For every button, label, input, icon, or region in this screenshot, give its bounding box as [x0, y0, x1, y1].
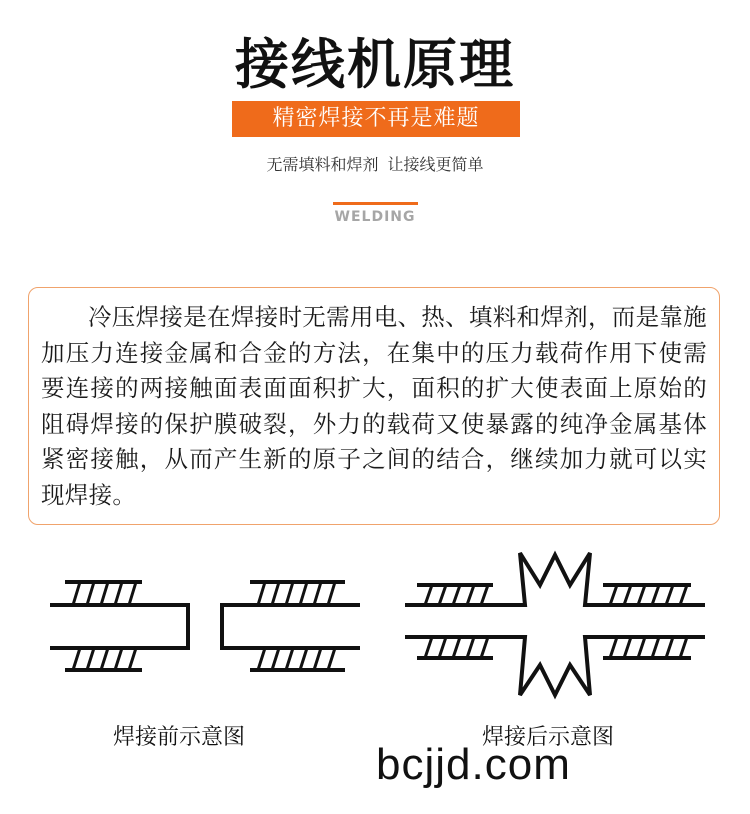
description-box — [28, 287, 720, 525]
before-weld-caption: 焊接前示意图 — [113, 725, 246, 750]
subtitle: 无需填料和焊剂 让接线更简单 — [266, 155, 484, 174]
welded-bottom-outline — [405, 637, 705, 695]
accent-divider — [333, 202, 418, 205]
description-text: 冷压焊接是在焊接时无需用电、热、填料和焊剂，而是靠施加压力连接金属和合金的方法，在集中的压力载荷作用下使需要连接的两接触面表面面积扩大，面积的扩大使表面上原始的阻碍焊接的保护膜破裂，外力的载荷又使暴露的纯净金属基体紧密接触，从而产生新的原子之间的结合，继续加力就可以实现焊接。 — [41, 303, 707, 509]
welded-top-outline — [405, 553, 705, 605]
before-weld-diagram — [40, 570, 370, 685]
watermark: bcjjd.com — [376, 740, 571, 789]
tagline: WELDING — [334, 209, 416, 225]
left-wire-outline — [50, 605, 188, 648]
insulation-hatching — [73, 582, 335, 670]
headline-banner: 精密焊接不再是难题 — [232, 101, 520, 137]
after-weld-diagram — [395, 545, 715, 710]
insulation-hatching — [425, 585, 687, 658]
after-weld-caption: 焊接后示意图 — [482, 725, 615, 750]
page-title: 接线机原理 — [235, 33, 515, 96]
right-wire-outline — [222, 605, 360, 648]
